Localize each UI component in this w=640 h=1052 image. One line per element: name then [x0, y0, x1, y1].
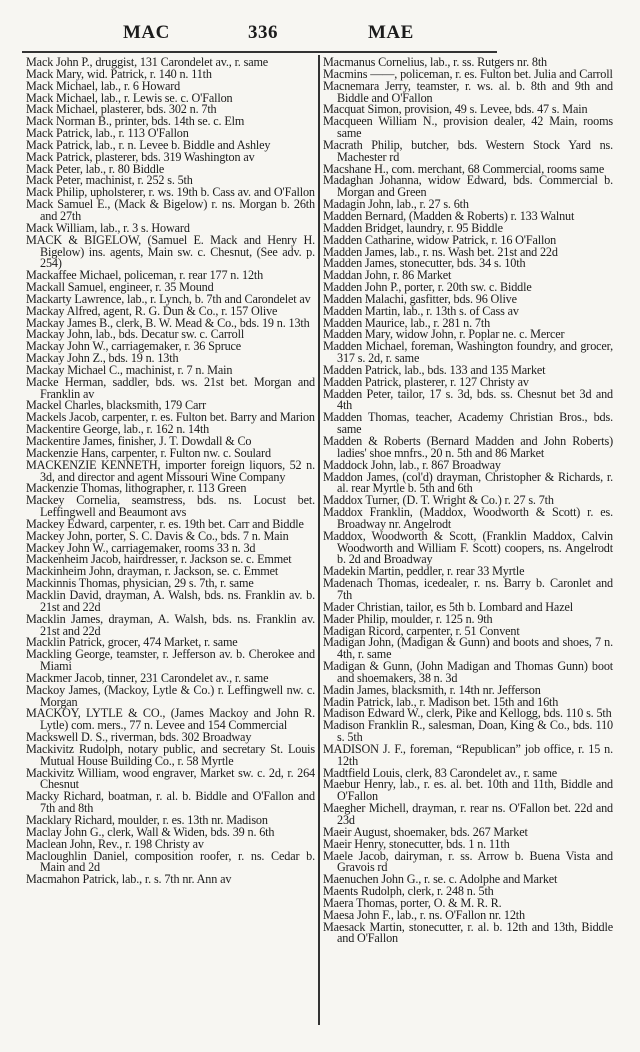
directory-entry: Madden Bridget, laundry, r. 95 Biddle [323, 220, 503, 235]
directory-entry: Mackey Cornelia, seamstress, bds. ns. Locust bet. Leffingwell and Beaumont avs [26, 493, 315, 520]
directory-entry: Madtfield Louis, clerk, 83 Carondelet av., r. same [323, 765, 558, 780]
directory-entry: Macquat Simon, provision, 49 s. Levee, bds. 47 s. Main [323, 102, 588, 117]
directory-entry: Mack Peter, lab., r. 80 Biddle [26, 161, 165, 176]
directory-entry: Mackenzie Hans, carpenter, r. Fulton nw. c. Soulard [26, 445, 271, 460]
directory-entry: Madden Patrick, plasterer, r. 127 Christy av [323, 374, 529, 389]
directory-entry: Madaghan Johanna, widow Edward, bds. Commercial b. Morgan and Green [323, 173, 613, 200]
page-number: 336 [248, 22, 278, 43]
directory-entry: Macklin James, drayman, A. Walsh, bds. ns. Franklin av. 21st and 22d [26, 611, 315, 638]
directory-entry: MACKENZIE KENNETH, importer foreign liquors, 52 n. 3d, and director and agent Missouri Wine Company [26, 457, 315, 484]
directory-entry: Madden Bernard, (Madden & Roberts) r. 133 Walnut [323, 208, 575, 223]
directory-entry: Macke Herman, saddler, bds. ws. 21st bet. Morgan and Franklin av [26, 374, 315, 401]
directory-entry: Maele Jacob, dairyman, r. ss. Arrow b. Buena Vista and Gravois rd [323, 848, 613, 875]
directory-entry: Mackivitz William, wood engraver, Market sw. c. 2d, r. 264 Chesnut [26, 765, 315, 792]
directory-entry: Madagin John, lab., r. 27 s. 6th [323, 197, 469, 212]
directory-entry: Mackarty Lawrence, lab., r. Lynch, b. 7th and Carondelet av [26, 291, 311, 306]
directory-entry: Mackay John, lab., bds. Decatur sw. c. Carroll [26, 327, 245, 342]
directory-entry: Maeir Henry, stonecutter, bds. 1 n. 11th [323, 836, 510, 851]
right-guide-word: MAE [368, 22, 414, 43]
directory-entry: Macklin David, drayman, A. Walsh, bds. ns. Franklin av. b. 21st and 22d [26, 587, 315, 614]
directory-entry: Madin James, blacksmith, r. 14th nr. Jefferson [323, 682, 541, 697]
directory-entry: Maclay John G., clerk, Wall & Widen, bds. 39 n. 6th [26, 824, 275, 839]
directory-entry: Mack Patrick, lab., r. 113 O'Fallon [26, 126, 189, 141]
directory-entry: Maddox Turner, (D. T. Wright & Co.) r. 27 s. 7th [323, 493, 554, 508]
directory-entry: Madigan John, (Madigan & Gunn) and boots and shoes, 7 n. 4th, r. same [323, 635, 613, 662]
directory-entry: Madden Catharine, widow Patrick, r. 16 O'Fallon [323, 232, 557, 247]
directory-entry: Macmahon Patrick, lab., r. s. 7th nr. Ann av [26, 872, 232, 887]
directory-entry: Macshane H., com. merchant, 68 Commercial, rooms same [323, 161, 605, 176]
directory-entry: Madison Edward W., clerk, Pike and Kellogg, bds. 110 s. 5th [323, 706, 612, 721]
directory-entry: Maclean John, Rev., r. 198 Christy av [26, 836, 204, 851]
directory-entry: Macloughlin Daniel, composition roofer, r. ns. Cedar b. Main and 2d [26, 848, 315, 875]
directory-entry: Mackoy James, (Mackoy, Lytle & Co.) r. Leffingwell nw. c. Morgan [26, 682, 315, 709]
directory-entry: Macqueen William N., provision dealer, 42 Main, rooms same [323, 114, 613, 141]
directory-entry: Mackinnis Thomas, physician, 29 s. 7th, r. same [26, 576, 254, 591]
directory-entry: Macklary Richard, moulder, r. es. 13th nr. Madison [26, 813, 268, 827]
directory-entry: Mackey John W., carriagemaker, rooms 33 n. 3d [26, 540, 256, 555]
directory-entry: Macky Richard, boatman, r. al. b. Biddle and O'Fallon and 7th and 8th [26, 789, 315, 816]
directory-entry: Madekin Martin, peddler, r. rear 33 Myrtle [323, 564, 525, 579]
directory-entry: Mack Samuel E., (Mack & Bigelow) r. ns. Morgan b. 26th and 27th [26, 197, 315, 223]
directory-entry: Maera Thomas, porter, O. & M. R. R. [323, 895, 502, 910]
directory-entry: Madden Peter, tailor, 17 s. 3d, bds. ss. Chesnut bet 3d and 4th [323, 386, 613, 413]
left-guide-word: MAC [123, 22, 170, 43]
directory-entry: Macmanus Cornelius, lab., r. ss. Rutgers nr. 8th [323, 55, 548, 69]
directory-entry: Macnemara Jerry, teamster, r. ws. al. b. 8th and 9th and Biddle and O'Fallon [323, 78, 613, 105]
directory-entry: Mack Patrick, lab., r. n. Levee b. Biddle and Ashley [26, 137, 271, 152]
directory-entry: Mackay Alfred, agent, R. G. Dun & Co., r. 157 Olive [26, 303, 278, 318]
directory-entry: Madden John P., porter, r. 20th sw. c. Biddle [323, 280, 532, 295]
directory-entry: Mack William, lab., r. 3 s. Howard [26, 220, 190, 235]
directory-entry: Mackall Samuel, engineer, r. 35 Mound [26, 280, 214, 295]
directory-entry: Mackivitz Rudolph, notary public, and secretary St. Louis Mutual House Building Co., r. 58 Myrtle [26, 741, 315, 768]
directory-entry: Madin Patrick, lab., r. Madison bet. 15th and 16th [323, 694, 559, 709]
directory-entry: Maddox, Woodworth & Scott, (Franklin Maddox, Calvin Woodworth and William F. Scott) coopers, ns. Angelrodt b. 2d and Broadway [323, 528, 613, 567]
directory-entry: Madden Michael, foreman, Washington foundry, and grocer, 317 s. 2d, r. same [323, 339, 613, 366]
directory-entry: Mackenheim Jacob, hairdresser, r. Jackson se. c. Emmet [26, 552, 292, 567]
left-column [26, 57, 315, 886]
directory-entry: Mackenzie Thomas, lithographer, r. 113 Green [26, 481, 247, 496]
directory-entry: Madden Malachi, gasfitter, bds. 96 Olive [323, 291, 517, 306]
directory-entry: Mackay James B., clerk, B. W. Mead & Co., bds. 19 n. 13th [26, 315, 310, 330]
directory-entry: MADISON J. F., foreman, “Republican” job office, r. 15 n. 12th [323, 741, 613, 768]
directory-entry: Mader Philip, moulder, r. 125 n. 9th [323, 611, 493, 626]
directory-entry: Maesa John F., lab., r. ns. O'Fallon nr. 12th [323, 907, 525, 922]
directory-entry: Mackay John Z., bds. 19 n. 13th [26, 351, 179, 366]
directory-entry: Mack Michael, lab., r. 6 Howard [26, 78, 181, 93]
directory-entry: Mack John P., druggist, 131 Carondelet av., r. same [26, 55, 269, 69]
directory-entry: Mack Philip, upholsterer, r. ws. 19th b. Cass av. and O'Fallon [26, 185, 315, 200]
directory-entry: Madden Thomas, teacher, Academy Christian Bros., bds. same [323, 410, 613, 437]
directory-entry: Maddock John, lab., r. 867 Broadway [323, 457, 501, 472]
directory-entry: Maebur Henry, lab., r. es. al. bet. 10th and 11th, Biddle and O'Fallon [323, 777, 613, 804]
directory-entry: Mackmer Jacob, tinner, 231 Carondelet av., r. same [26, 670, 269, 685]
directory-entry: Mackey John, porter, S. C. Davis & Co., bds. 7 n. Main [26, 528, 289, 543]
page-header [22, 22, 496, 52]
header-rule [22, 51, 497, 53]
directory-entry: Mackel Charles, blacksmith, 179 Carr [26, 398, 207, 413]
directory-entry: Mack Norman B., printer, bds. 14th se. c. Elm [26, 114, 245, 129]
directory-entry: Mackling George, teamster, r. Jefferson av. b. Cherokee and Miami [26, 647, 315, 674]
directory-entry: Madden Patrick, lab., bds. 133 and 135 Market [323, 362, 546, 377]
right-column [323, 57, 613, 945]
directory-entry: Maenuchen John G., r. se. c. Adolphe and Market [323, 872, 558, 887]
directory-entry: Mack Mary, wid. Patrick, r. 140 n. 11th [26, 66, 212, 81]
directory-entry: Mackaffee Michael, policeman, r. rear 177 n. 12th [26, 268, 264, 283]
directory-entry: Madison Franklin R., salesman, Doan, King & Co., bds. 110 s. 5th [323, 718, 613, 745]
directory-entry: Mackels Jacob, carpenter, r. es. Fulton bet. Barry and Marion [26, 410, 315, 425]
directory-entry: Maddan John, r. 86 Market [323, 268, 452, 283]
directory-entry: MACKOY, LYTLE & CO., (James Mackoy and John R. Lytle) com. mers., 77 n. Levee and 154 Commercial [26, 706, 315, 733]
directory-entry: Mackswell D. S., riverman, bds. 302 Broadway [26, 730, 252, 745]
directory-entry: Madigan & Gunn, (John Madigan and Thomas Gunn) boot and shoemakers, 38 n. 3d [323, 659, 613, 685]
directory-entry: Madenach Thomas, icedealer, r. ns. Barry b. Caronlet and 7th [323, 576, 613, 602]
directory-entry: Mackinheim John, drayman, r. Jackson, se. c. Emmet [26, 564, 279, 579]
directory-entry: Maents Rudolph, clerk, r. 248 n. 5th [323, 884, 494, 899]
directory-entry: Macklin Patrick, grocer, 474 Market, r. same [26, 635, 238, 650]
directory-entry: Madden James, stonecutter, bds. 34 s. 10th [323, 256, 526, 271]
directory-entry: Madden James, lab., r. ns. Wash bet. 21st and 22d [323, 244, 558, 259]
directory-entry: Mackentire James, finisher, J. T. Dowdall & Co [26, 434, 252, 448]
directory-entry: Mack Michael, lab., r. Lewis se. c. O'Fallon [26, 90, 233, 105]
directory-entry: Mackay John W., carriagemaker, r. 36 Spruce [26, 339, 242, 354]
directory-entry: Mackay Michael C., machinist, r. 7 n. Main [26, 362, 233, 377]
directory-entry: Mack Patrick, plasterer, bds. 319 Washington av [26, 149, 255, 164]
directory-entry: Mack Michael, plasterer, bds. 302 n. 7th [26, 102, 217, 117]
directory-entry: Madden Mary, widow John, r. Poplar ne. c. Mercer [323, 327, 565, 342]
directory-entry: Maeir August, shoemaker, bds. 267 Market [323, 824, 528, 839]
directory-entry: Maddon James, (col'd) drayman, Christopher & Richards, r. al. rear Myrtle b. 5th and 6th [323, 469, 613, 496]
directory-entry: Maesack Martin, stonecutter, r. al. b. 12th and 13th, Biddle and O'Fallon [323, 919, 613, 946]
directory-entry: Macrath Philip, butcher, bds. Western Stock Yard ns. Machester rd [323, 137, 613, 164]
directory-entry: Madden Maurice, lab., r. 281 n. 7th [323, 315, 491, 330]
directory-entry: Mackentire George, lab., r. 162 n. 14th [26, 422, 210, 437]
directory-entry: MACK & BIGELOW, (Samuel E. Mack and Henry H. Bigelow) ins. agents, Main sw. c. Chesnut, (See adv. p. 254) [26, 232, 315, 271]
directory-entry: Maddox Franklin, (Maddox, Woodworth & Scott) r. es. Broadway nr. Angelrodt [323, 505, 613, 531]
directory-entry: Mackey Edward, carpenter, r. es. 19th bet. Carr and Biddle [26, 516, 304, 531]
directory-entry: Madden Martin, lab., r. 13th s. of Cass av [323, 303, 519, 318]
directory-entry: Mack Peter, machinist, r. 252 s. 5th [26, 173, 193, 188]
column-divider [318, 55, 320, 1025]
directory-entry: Mader Christian, tailor, es 5th b. Lombard and Hazel [323, 599, 573, 614]
directory-entry: Madden & Roberts (Bernard Madden and John Roberts) ladies' shoe mnfrs., 20 n. 5th and 86 Market [323, 434, 613, 460]
directory-entry: Maegher Michell, drayman, r. rear ns. O'Fallon bet. 22d and 23d [323, 801, 613, 827]
directory-entry: Madigan Ricord, carpenter, r. 51 Convent [323, 623, 520, 638]
directory-entry: Macmins ——, policeman, r. es. Fulton bet. Julia and Carroll [323, 66, 613, 81]
